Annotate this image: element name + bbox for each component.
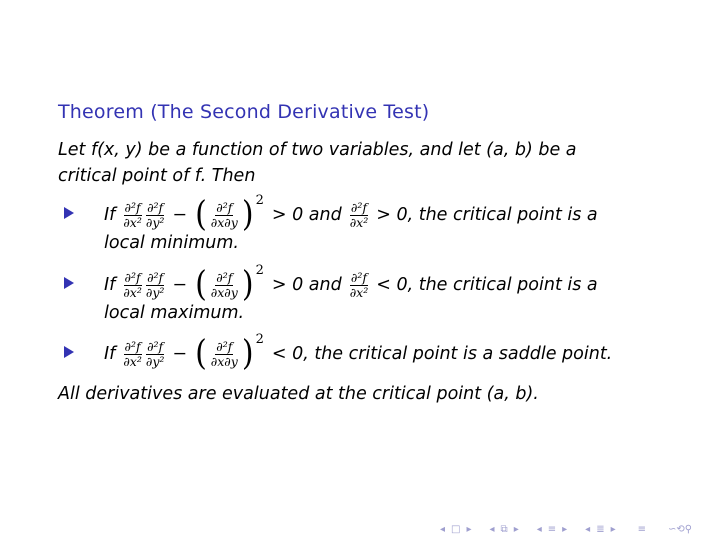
nav-frame-left-icon[interactable]: ◂: [489, 524, 495, 535]
nav-frame-right-icon[interactable]: ▸: [513, 524, 519, 535]
theorem-intro-line-1: Let f(x, y) be a function of two variables, and let (a, b) be a: [58, 140, 577, 160]
left-paren: (: [195, 264, 207, 305]
bullet-icon: [64, 207, 74, 219]
nav-subsection-left-icon[interactable]: ◂: [585, 524, 591, 535]
fraction-fxy: $\frac{\text{∂²f}}{\partial x\partial y}$: [210, 339, 238, 369]
if-label: If: [104, 205, 116, 225]
nav-left-icon[interactable]: ◂: [440, 524, 446, 535]
condition-text: > 0 and: [271, 275, 342, 295]
bullet-icon: [64, 277, 74, 289]
if-label: If: [104, 275, 116, 295]
condition-text: < 0, the critical point is a saddle point.: [271, 344, 613, 364]
fraction-fxx: $\frac{\text{∂²f}}{\text{∂x²}}$: [349, 200, 369, 230]
second-condition-text: > 0, the critical point is a: [376, 205, 598, 225]
theorem-intro-line-2: critical point of f. Then: [58, 166, 256, 186]
minus-sign: −: [172, 275, 188, 295]
right-paren: ): [241, 333, 254, 374]
fraction-fxy: $\frac{\text{∂²f}}{\partial x\partial y}$: [210, 270, 238, 300]
left-paren: (: [195, 194, 207, 235]
footer-note: All derivatives are evaluated at the critical point (a, b).: [58, 384, 539, 404]
condition-text: > 0 and: [271, 205, 342, 225]
fraction-fxy: $\frac{\text{∂²f}}{\partial x\partial y}$: [210, 200, 238, 230]
nav-frame-icon: ⧉: [500, 524, 508, 535]
nav-section-icon: ≡: [547, 524, 557, 535]
continuation-text: local minimum.: [104, 233, 239, 253]
minus-sign: −: [172, 205, 188, 225]
bullet-icon: [64, 346, 74, 358]
condition-row: [104, 265, 598, 305]
fraction-fxx: $\frac{\text{∂²f}}{\text{∂x²}}$: [123, 339, 142, 369]
nav-search-icon[interactable]: ∽⟲⚲: [668, 524, 693, 535]
if-label: If: [104, 344, 116, 364]
fraction-fxx: $\frac{\text{∂²f}}{\text{∂x²}}$: [123, 270, 142, 300]
fraction-fyy: $\frac{\text{∂²f}}{\text{∂y²}}$: [145, 200, 165, 230]
fraction-fyy: $\frac{\text{∂²f}}{\text{∂y²}}$: [145, 339, 165, 369]
nav-right-icon[interactable]: ▸: [466, 524, 472, 535]
continuation-text: local maximum.: [104, 303, 245, 323]
nav-menu-icon[interactable]: ≡: [637, 524, 647, 535]
nav-subsection-right-icon[interactable]: ▸: [610, 524, 616, 535]
minus-sign: −: [172, 344, 188, 364]
theorem-title: Theorem (The Second Derivative Test): [58, 101, 430, 123]
navigation-bar: [440, 524, 692, 535]
nav-section-right-icon[interactable]: ▸: [562, 524, 568, 535]
second-condition-text: < 0, the critical point is a: [376, 275, 598, 295]
fraction-fyy: $\frac{\text{∂²f}}{\text{∂y²}}$: [145, 270, 165, 300]
nav-subsection-icon: ≣: [596, 524, 605, 535]
right-paren: ): [241, 264, 254, 305]
right-paren: ): [241, 194, 254, 235]
square-exponent: 2: [255, 332, 264, 347]
condition-row: [104, 334, 612, 374]
square-exponent: 2: [255, 263, 264, 278]
left-paren: (: [195, 333, 207, 374]
fraction-fxx: $\frac{\text{∂²f}}{\text{∂x²}}$: [349, 270, 369, 300]
fraction-fxx: $\frac{\text{∂²f}}{\text{∂x²}}$: [123, 200, 142, 230]
nav-section-left-icon[interactable]: ◂: [536, 524, 542, 535]
condition-row: [104, 195, 598, 235]
square-exponent: 2: [255, 193, 264, 208]
nav-box-icon: □: [451, 524, 461, 535]
